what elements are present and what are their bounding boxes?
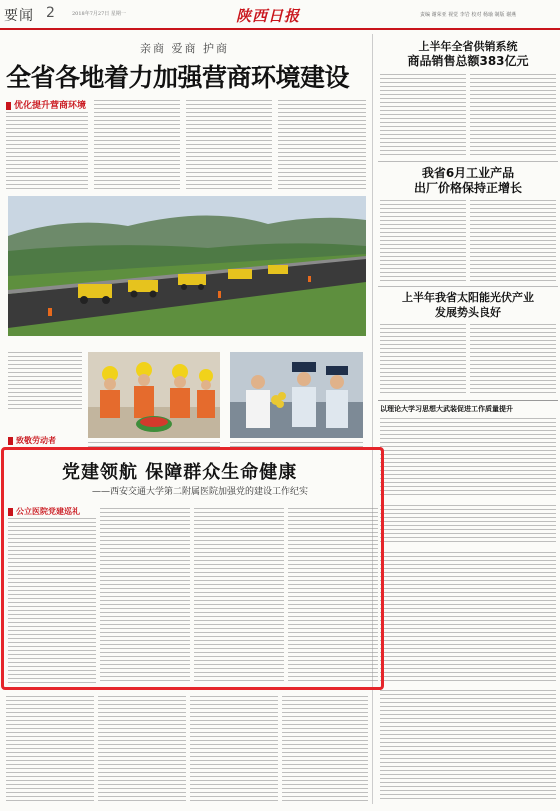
headline-line: 上半年我省太阳能光伏产业 — [402, 291, 534, 304]
section-name: 要闻 — [4, 8, 34, 24]
main-headline: 全省各地着力加强营商环境建设 — [6, 63, 350, 92]
tag-marker-icon — [8, 508, 13, 516]
article-text-block — [380, 690, 556, 802]
right-story4-headline: 以理论大学习思想大武装促进工作质量提升 — [380, 405, 513, 413]
story-divider — [378, 161, 558, 162]
story-divider — [378, 400, 558, 401]
article-text-block — [194, 508, 284, 684]
section-tag-business — [6, 98, 86, 111]
tag-marker-icon — [6, 102, 11, 110]
headline-line: 发展势头良好 — [435, 306, 501, 319]
section-number: 2 — [46, 5, 55, 21]
article-text-block — [380, 324, 466, 396]
right-story2-headline — [380, 166, 556, 196]
headline-line: 上半年全省供销系统 — [418, 40, 518, 53]
road-construction-photo — [8, 196, 366, 336]
article-text-block — [380, 200, 466, 282]
masthead — [0, 0, 560, 30]
section-tag-label: 致敬劳动者 — [16, 435, 56, 445]
article-text-block — [100, 508, 190, 684]
highlight-headline: 党建领航 保障群众生命健康 — [62, 462, 298, 483]
headline-kicker: 亲商 爱商 护商 — [140, 42, 229, 55]
section-tag-label: 公立医院党建巡礼 — [16, 506, 80, 516]
headline-line: 商品销售总额383亿元 — [407, 54, 529, 68]
headline-line: 我省6月工业产品 — [421, 166, 515, 180]
article-text-block — [380, 505, 556, 545]
tag-marker-icon — [8, 437, 13, 445]
newspaper-logo: 陕西日报 — [236, 7, 301, 25]
article-text-block — [98, 696, 186, 804]
article-text-block — [380, 552, 556, 682]
date-line: 2018年7月27日 星期一 — [72, 11, 126, 17]
article-text-block — [186, 100, 272, 190]
headline-line: 出厂价格保持正增长 — [413, 181, 522, 195]
article-text-block — [6, 696, 94, 804]
article-text-block — [470, 200, 556, 282]
article-text-block — [470, 324, 556, 396]
story-divider — [378, 286, 558, 287]
police-photo-graphic — [230, 352, 363, 438]
article-text-block — [8, 518, 96, 684]
police-photo — [230, 352, 363, 438]
article-text-block — [288, 508, 378, 684]
article-text-block — [278, 100, 366, 190]
workers-photo-graphic — [88, 352, 220, 438]
section-tag-workers — [8, 435, 56, 446]
article-text-block — [380, 418, 556, 498]
road-photo-graphic — [8, 196, 366, 336]
section-tag-hospital — [8, 506, 80, 517]
article-text-block — [6, 112, 88, 190]
article-text-block — [282, 696, 368, 804]
article-text-block — [470, 74, 556, 158]
article-text-block — [190, 696, 278, 804]
right-story1-headline — [380, 40, 556, 68]
highlight-subheadline: ——西安交通大学第二附属医院加强党的建设工作纪实 — [92, 487, 309, 497]
section-tag-label: 优化提升营商环境 — [14, 101, 87, 111]
photo-caption-block — [8, 352, 82, 412]
article-text-block — [380, 74, 466, 158]
article-text-block — [94, 100, 180, 190]
right-story3-headline — [380, 290, 556, 320]
editor-credits: 责编 谢荣亚 视觉 李岩 校对 杨瑜 制版 谢燕 — [420, 12, 517, 18]
workers-photo — [88, 352, 220, 438]
